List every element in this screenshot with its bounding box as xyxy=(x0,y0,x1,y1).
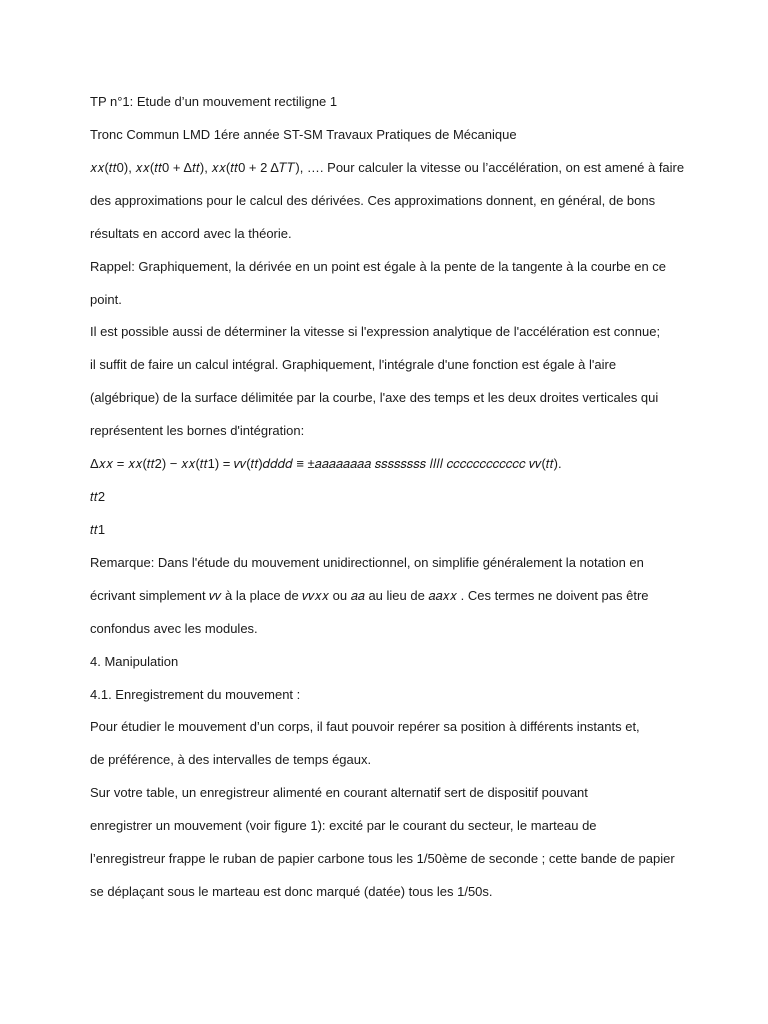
integral-upper-bound: 𝑡𝑡2 xyxy=(90,489,106,504)
integral-lower-bound: 𝑡𝑡1 xyxy=(90,522,106,537)
paragraph-line: confondus avec les modules. xyxy=(90,621,258,636)
paragraph-line: enregistrer un mouvement (voir figure 1): excité par le courant du secteur, le marteau de xyxy=(90,818,597,833)
paragraph-line: point. xyxy=(90,292,122,307)
paragraph-line: Rappel: Graphiquement, la dérivée en un point est égale à la pente de la tangente à la courbe en ce xyxy=(90,259,667,274)
doc-title: TP n°1: Etude d’un mouvement rectiligne 1 xyxy=(90,94,338,109)
section-heading: 4. Manipulation xyxy=(90,654,179,669)
doc-subtitle: Tronc Commun LMD 1ére année ST-SM Travaux Pratiques de Mécanique xyxy=(90,127,517,142)
paragraph-line: se déplaçant sous le marteau est donc marqué (datée) tous les 1/50s. xyxy=(90,884,493,899)
paragraph-line: des approximations pour le calcul des dérivées. Ces approximations donnent, en général, de bons xyxy=(90,193,656,208)
paragraph-line: l’enregistreur frappe le ruban de papier carbone tous les 1/50ème de seconde ; cette bande de papier xyxy=(90,851,675,866)
equation-line: Δ𝑥𝑥 = 𝑥𝑥(𝑡𝑡2) − 𝑥𝑥(𝑡𝑡1) = 𝑣𝑣(𝑡𝑡)𝑑𝑑𝑑𝑑 ≡ ±𝑎𝑎𝑎𝑎𝑎𝑎𝑎𝑎 𝑠𝑠𝑠𝑠𝑠𝑠𝑠𝑠 𝑙𝑙𝑙𝑙 𝑐𝑐𝑐𝑐𝑐𝑐𝑐𝑐𝑐𝑐𝑐𝑐 𝑣𝑣(𝑡𝑡). xyxy=(90,456,562,471)
paragraph-line: Il est possible aussi de déterminer la vitesse si l'expression analytique de l'accélération est connue; xyxy=(90,324,661,339)
paragraph-line: Remarque: Dans l'étude du mouvement unidirectionnel, on simplifie généralement la notation en xyxy=(90,555,644,570)
paragraph-line: représentent les bornes d'intégration: xyxy=(90,423,305,438)
paragraph-line: il suffit de faire un calcul intégral. Graphiquement, l'intégrale d'une fonction est égale à l'aire xyxy=(90,357,617,372)
subsection-heading: 4.1. Enregistrement du mouvement : xyxy=(90,687,301,702)
paragraph-line: 𝑥𝑥(𝑡𝑡0), 𝑥𝑥(𝑡𝑡0 + Δ𝑡𝑡), 𝑥𝑥(𝑡𝑡0 + 2 Δ𝑇𝑇), …. Pour calculer la vitesse ou l’accélération, on est amené à faire xyxy=(90,160,685,175)
paragraph-line: Pour étudier le mouvement d’un corps, il faut pouvoir repérer sa position à différents instants et, xyxy=(90,719,640,734)
paragraph-line: écrivant simplement 𝑣𝑣 à la place de 𝑣𝑣𝑥𝑥 ou 𝑎𝑎 au lieu de 𝑎𝑎𝑥𝑥 . Ces termes ne doivent pas être xyxy=(90,588,649,603)
paragraph-line: de préférence, à des intervalles de temps égaux. xyxy=(90,752,372,767)
paragraph-line: (algébrique) de la surface délimitée par la courbe, l'axe des temps et les deux droites verticales qui xyxy=(90,390,659,405)
paragraph-line: résultats en accord avec la théorie. xyxy=(90,226,292,241)
paragraph-line: Sur votre table, un enregistreur alimenté en courant alternatif sert de dispositif pouvant xyxy=(90,785,588,800)
